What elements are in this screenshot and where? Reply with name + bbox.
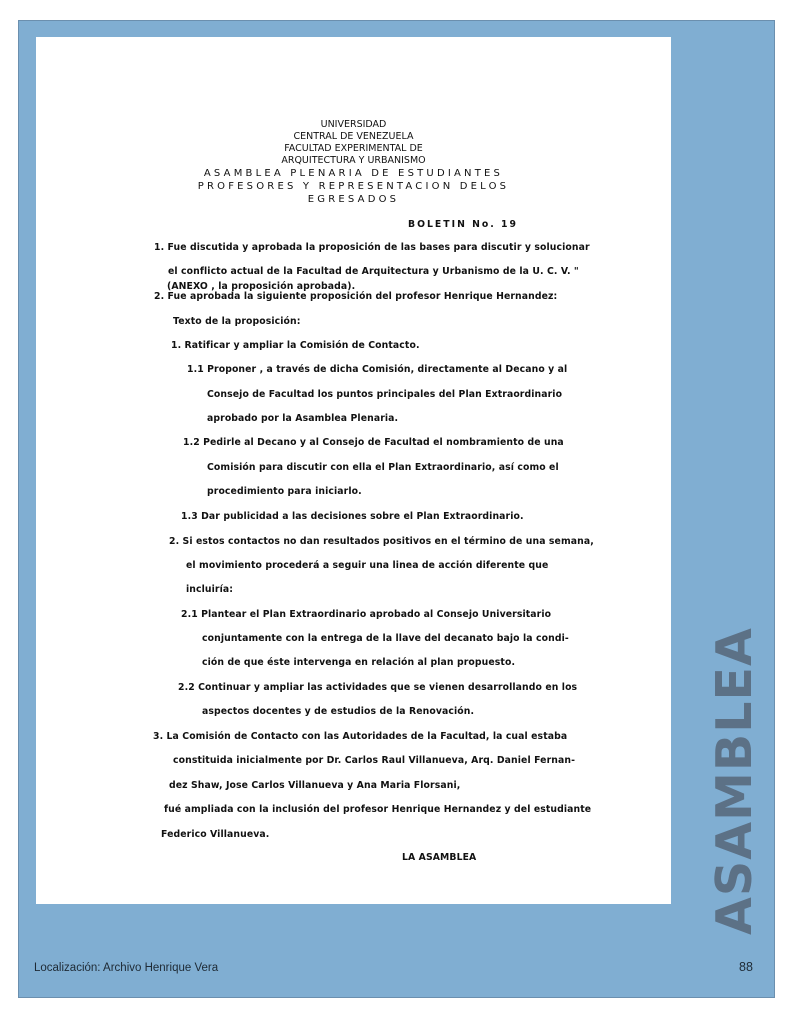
document-line: Comisión para discutir con ella el Plan Extraordinario, así como el xyxy=(207,462,559,473)
document-line: constituida inicialmente por Dr. Carlos Raul Villanueva, Arq. Daniel Fernan- xyxy=(173,755,576,766)
header-line: FACULTAD EXPERIMENTAL DE xyxy=(284,143,423,154)
document-line: 1.1 Proponer , a través de dicha Comisión, directamente al Decano y al xyxy=(187,364,568,375)
header-line: ARQUITECTURA Y URBANISMO xyxy=(281,155,426,166)
header-line: ASAMBLEA PLENARIA DE ESTUDIANTES xyxy=(203,168,504,179)
document-line: conjuntamente con la entrega de la llave del decanato bajo la condi- xyxy=(202,633,569,644)
document-line: (ANEXO , la proposición aprobada). xyxy=(167,281,356,292)
document-line: 1. Ratificar y ampliar la Comisión de Contacto. xyxy=(171,340,420,351)
document-line: 2.1 Plantear el Plan Extraordinario aprobado al Consejo Universitario xyxy=(181,609,552,620)
document-line: dez Shaw, Jose Carlos Villanueva y Ana Maria Florsani, xyxy=(169,780,461,791)
document-line: Texto de la proposición: xyxy=(173,316,301,327)
document-line: aspectos docentes y de estudios de la Renovación. xyxy=(202,706,475,717)
document-line: el movimiento procederá a seguir una linea de acción diferente que xyxy=(186,560,549,571)
document-line: el conflicto actual de la Facultad de Arquitectura y Urbanismo de la U. C. V. " xyxy=(168,266,579,277)
document-line: 2.2 Continuar y ampliar las actividades que se vienen desarrollando en los xyxy=(178,682,578,693)
bulletin-number: BOLETIN No. 19 xyxy=(408,219,518,230)
document-line: 2. Fue aprobada la siguiente proposición del profesor Henrique Hernandez: xyxy=(154,291,558,302)
footer-location: Localización: Archivo Henrique Vera xyxy=(34,962,219,974)
document-line: fué ampliada con la inclusión del profesor Henrique Hernandez y del estudiante xyxy=(164,804,592,815)
document-line: 3. La Comisión de Contacto con las Autoridades de la Facultad, la cual estaba xyxy=(153,731,568,742)
header-line: PROFESORES Y REPRESENTACION DELOS xyxy=(197,181,510,192)
document-line: incluiría: xyxy=(186,584,234,595)
side-title: ASAMBLEA xyxy=(706,627,763,935)
header-line: CENTRAL DE VENEZUELA xyxy=(293,131,414,142)
header-line: UNIVERSIDAD xyxy=(320,119,387,130)
document-signature: LA ASAMBLEA xyxy=(402,852,477,863)
page-number: 88 xyxy=(739,960,753,974)
document-line: aprobado por la Asamblea Plenaria. xyxy=(207,413,399,424)
document-line: Consejo de Facultad los puntos principales del Plan Extraordinario xyxy=(207,389,563,400)
document-line: procedimiento para iniciarlo. xyxy=(207,486,362,497)
document-line: Federico Villanueva. xyxy=(161,829,270,840)
document-line: ción de que éste intervenga en relación al plan propuesto. xyxy=(202,657,516,668)
document-line: 2. Si estos contactos no dan resultados positivos en el término de una semana, xyxy=(169,536,594,547)
scanned-document xyxy=(36,37,671,904)
document-line: 1.2 Pedirle al Decano y al Consejo de Facultad el nombramiento de una xyxy=(183,437,564,448)
header-line: EGRESADOS xyxy=(307,194,400,205)
document-line: 1. Fue discutida y aprobada la proposición de las bases para discutir y solucionar xyxy=(154,242,590,253)
document-line: 1.3 Dar publicidad a las decisiones sobre el Plan Extraordinario. xyxy=(181,511,524,522)
